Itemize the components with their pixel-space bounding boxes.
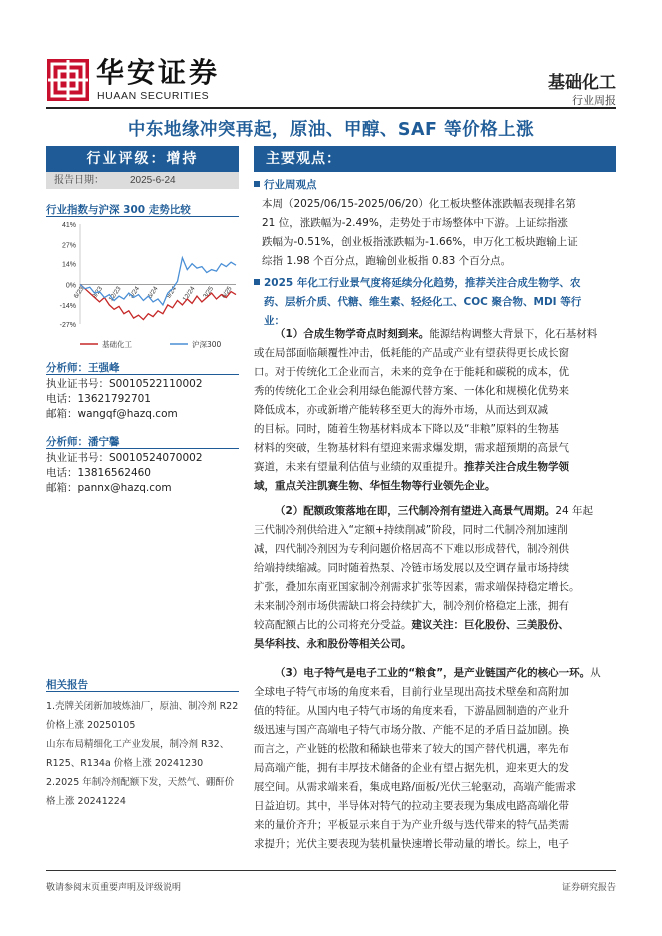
x-tick-label: 6/23 [72, 285, 86, 300]
report-type: 行业周报 [572, 94, 616, 107]
x-tick-label: 3/25 [202, 285, 216, 300]
x-tick-label: 6/25 [220, 285, 234, 300]
paragraph-electronic-gas: （3）电子特气是电子工业的“粮食”，是产业链国产化的核心一环。从 全球电子特气市场的角度来看，目前行业呈现出高技术壁垒和高附加 值的特征。从国内电子特气市场的角度来看，下游晶圆制造的产业升 级迅速与国产高端电子特气市场分散、产能不足的矛盾日益加剧。换 而言之，产业链的松散和稀缺也带来了较大的国产替代机遇，率先布 局高端产能，拥有丰厚技术储备的企业有望占据先机，迎来更大的发 展空间。从需求端来看，集成电路/面板/光伏三轮驱动，高端产能需求 日益迫切。其中，半导体对特气的拉动主要表现为集成电路高端化带 来的量价齐升；平板显示来自于为产业升级与迭代带来的特气品类需 求提升；光伏主要表现为装机量快速增长带动量的增长。综上，电子 [254, 667, 601, 850]
footer-divider [46, 870, 616, 871]
sector-label: 基础化工 [548, 73, 616, 93]
industry-rating: 行业评级：增持 [46, 146, 239, 172]
main-points-heading: 主要观点： [254, 146, 616, 172]
analyst1-divider [46, 374, 239, 375]
paragraph-synthetic-biology: （1）合成生物学奇点时刻到来。能源结构调整大背景下，化石基材料 或在局部面临颠覆性冲击，低耗能的产品或产业有望获得更长成长窗 口。对于传统化工企业而言，未来的竞争在于能耗和碳税的成本，优 秀的传统化工企业会利用绿色能源代替方案、一体化和规模化优势来 降低成本，亦或新增产能转移至更大的海外市场，从而达到双减 的目标。同时，随着生物基材料成本下降以及“非粮”原料的生物基 材料的突破，生物基材料有望迎来需求爆发期，需求超预期的高景气 赛道，未来有望量利估值与业绩的双重提升。推荐关注合成生物学领 域，重点关注凯赛生物、华恒生物等行业领先企业。 [254, 328, 598, 492]
x-tick-label: 6/24 [146, 285, 160, 300]
x-tick-label: 12/24 [181, 285, 197, 303]
weekly-view-text: 本周（2025/06/15-2025/06/20）化工板块整体涨跌幅表现排名第 21 位，涨跌幅为-2.49%，走势处于市场整体中下游。上证综指涨 跌幅为-0.51%，创业板指涨跌幅为-1.66%，申万化工板块跑输上证 综指 1.98 个百分点，跑输创业板指 0.83 个百分点。 [262, 198, 578, 267]
report-date-bar [46, 172, 239, 189]
brand-name-en: HUAAN SECURITIES [97, 90, 210, 102]
y-tick-label: -14% [59, 302, 76, 310]
analyst1-email[interactable]: 邮箱：wangqf@hazq.com [46, 408, 178, 420]
related-line[interactable]: 1.壳牌关闭新加坡炼油厂，原油、制冷剂 R22 [46, 701, 239, 712]
related-reports-divider [46, 691, 239, 692]
related-line[interactable]: 2.2025 年制冷剂配额下发，天然气、硼酐价 [46, 777, 235, 788]
chart-title: 行业指数与沪深 300 走势比较 [46, 204, 191, 216]
report-title: 中东地缘冲突再起，原油、甲醇、SAF 等价格上涨 [127, 120, 535, 140]
square-bullet-icon [254, 279, 260, 285]
report-date: 2025-6-24 [130, 175, 176, 186]
analyst2-heading: 分析师：潘宁馨 [46, 436, 120, 448]
date-label: 报告日期： [54, 175, 104, 186]
analyst1-cert: 执业证书号：S0010522110002 [46, 378, 203, 390]
analyst2-email[interactable]: 邮箱：pannx@hazq.com [46, 482, 172, 494]
related-line[interactable]: R125、R134a 价格上涨 20241230 [46, 758, 204, 769]
x-tick-label: 12/23 [107, 285, 123, 303]
x-tick-label: 9/24 [165, 285, 179, 300]
y-tick-label: 14% [61, 261, 76, 269]
paragraph-refrigerant: （2）配额政策落地在即，三代制冷剂有望进入高景气周期。24 年起 三代制冷剂供给进入“定额+持续削减”阶段，同时二代制冷剂加速削 减，四代制冷剂因为专利问题价格居高不下难以形成替代，制冷剂供 给端持续缩减。同时随着热泵、冷链市场发展以及空调存量市场持续 扩张，叠加东南亚国家制冷剂需求扩张等因素，需求端保持稳定增长。 未来制冷剂市场供需缺口将会持续扩大，制冷剂价格稳定上涨，拥有 较高配额占比的公司将充分受益。建议关注：巨化股份、三美股份、 昊华科技、永和股份等相关公司。 [254, 505, 594, 650]
weekly-view-heading: 行业周观点 [254, 176, 317, 195]
related-line[interactable]: 格上涨 20241224 [46, 796, 126, 807]
theme-statement: 2025 年化工行业景气度将延续分化趋势，推荐关注合成生物学、农 药、层析介质、代糖、维生素、轻烃化工、COC 聚合物、MDI 等行 业： [254, 274, 616, 331]
y-tick-label: -27% [59, 322, 76, 329]
related-reports-list [46, 697, 239, 811]
y-tick-label: 27% [61, 242, 76, 250]
x-tick-label: 9/23 [91, 285, 105, 300]
square-bullet-icon [254, 181, 260, 187]
related-reports-heading: 相关报告 [46, 679, 88, 691]
related-line[interactable]: 价格上涨 20250105 [46, 720, 136, 731]
legend-label: 沪深300 [192, 340, 222, 349]
huaan-logo-icon [46, 58, 90, 102]
brand-name-cn: 华安证券 [96, 56, 221, 89]
footer-label: 证券研究报告 [561, 883, 616, 893]
x-tick-label: 3/24 [128, 285, 142, 300]
header-divider [46, 107, 616, 109]
y-tick-label: 0% [65, 282, 76, 290]
disclaimer-note[interactable]: 敬请参阅末页重要声明及评级说明 [46, 883, 182, 893]
analyst2-cert: 执业证书号：S0010524070002 [46, 452, 203, 464]
analyst1-heading: 分析师：王强峰 [46, 362, 120, 374]
y-tick-label: 41% [61, 222, 76, 229]
analyst2-divider [46, 448, 239, 449]
analyst2-phone: 电话：13816562460 [46, 467, 151, 479]
related-line[interactable]: 山东布局精细化工产业发展，制冷剂 R32、 [46, 739, 230, 750]
analyst1-phone: 电话：13621792701 [46, 393, 151, 405]
legend-label: 基础化工 [102, 340, 132, 349]
index-comparison-chart [46, 216, 239, 356]
